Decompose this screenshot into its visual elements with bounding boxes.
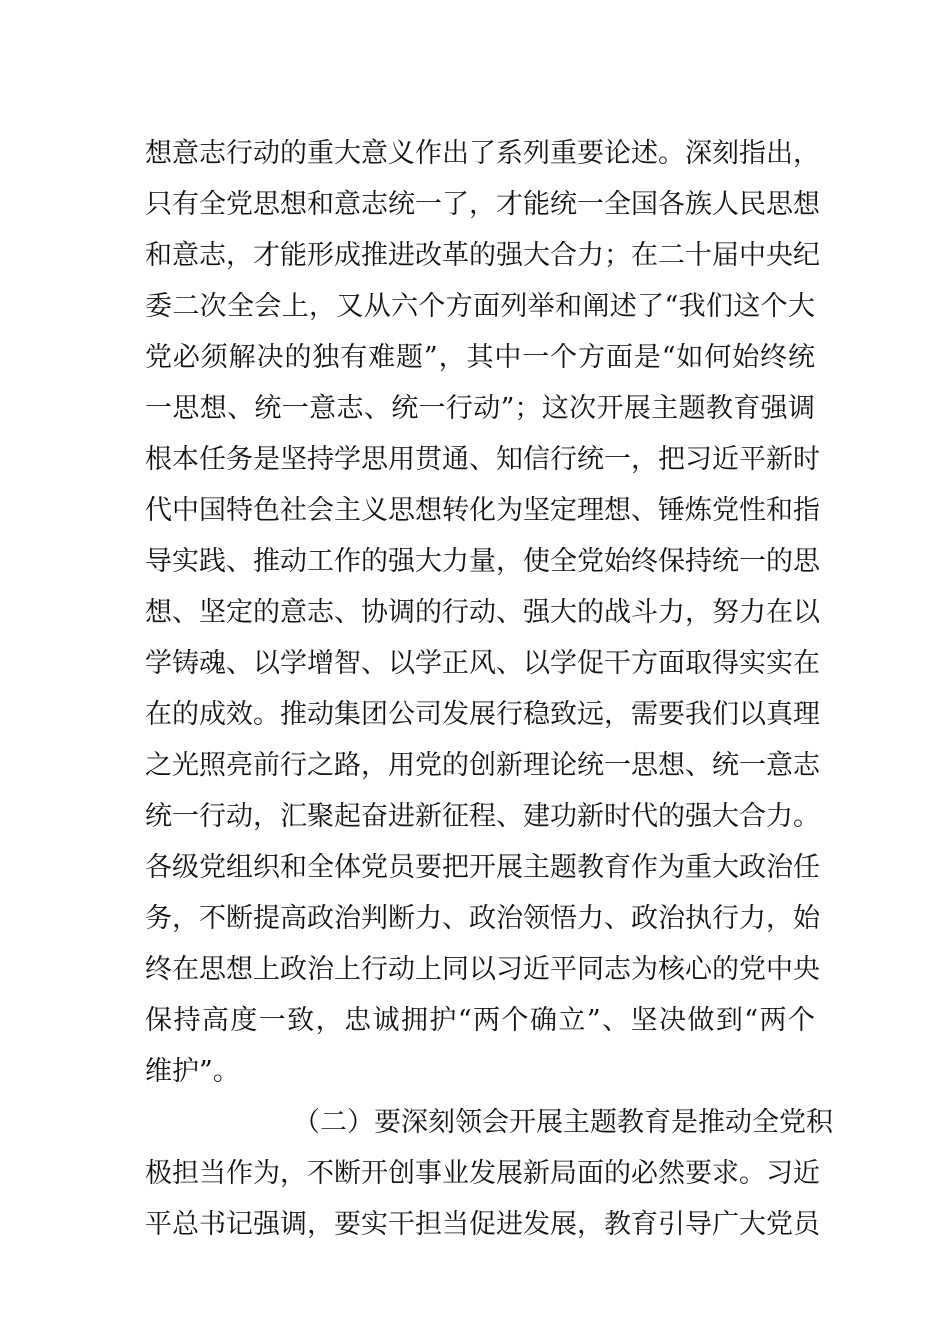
text-line-4: 委二次全会上，又从六个方面列举和阐述了“我们这个大: [145, 291, 815, 322]
text-line-6: 一思想、统一意志、统一行动”；这次开展主题教育强调: [145, 393, 815, 424]
text-line-19: 维护”。: [145, 1056, 240, 1087]
text-line-11: 学铸魂、以学增智、以学正风、以学促干方面取得实实在: [145, 648, 820, 679]
section-heading-line: （二）要深刻领会开展主题教育是推动全党积: [293, 1107, 833, 1138]
text-line-2: 只有全党思想和意志统一了，才能统一全国各族人民思想: [145, 189, 820, 220]
text-line-14: 统一行动，汇聚起奋进新征程、建功新时代的强大合力。: [145, 801, 820, 832]
text-line-16: 务，不断提高政治判断力、政治领悟力、政治执行力，始: [145, 903, 820, 934]
text-line-5: 党必须解决的独有难题”，其中一个方面是“如何始终统: [145, 342, 815, 373]
text-line-9: 导实践、推动工作的强大力量，使全党始终保持统一的思: [145, 546, 820, 577]
text-line-10: 想、坚定的意志、协调的行动、强大的战斗力，努力在以: [145, 597, 820, 628]
text-line-17: 终在思想上政治上行动上同以习近平同志为核心的党中央: [145, 954, 820, 985]
text-line-8: 代中国特色社会主义思想转化为坚定理想、锤炼党性和指: [145, 495, 820, 526]
text-line-3: 和意志，才能形成推进改革的强大合力；在二十届中央纪: [145, 240, 820, 271]
body-text: [145, 128, 833, 1250]
text-line-22: 平总书记强调，要实干担当促进发展，教育引导广大党员: [145, 1209, 820, 1240]
text-line-7: 根本任务是坚持学思用贯通、知信行统一，把习近平新时: [145, 444, 820, 475]
text-line-18: 保持高度一致，忠诚拥护“两个确立”、坚决做到“两个: [145, 1005, 815, 1036]
text-line-13: 之光照亮前行之路，用党的创新理论统一思想、统一意志: [145, 750, 820, 781]
text-line-12: 在的成效。推动集团公司发展行稳致远，需要我们以真理: [145, 699, 820, 730]
text-line-21: 极担当作为，不断开创事业发展新局面的必然要求。习近: [145, 1158, 820, 1189]
text-line-1: 想意志行动的重大意义作出了系列重要论述。深刻指出，: [145, 138, 820, 169]
text-line-15: 各级党组织和全体党员要把开展主题教育作为重大政治任: [145, 852, 820, 883]
